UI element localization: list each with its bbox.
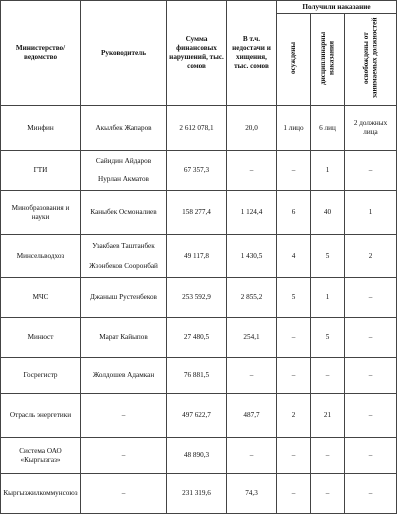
cell-convicted: 6 xyxy=(277,191,311,235)
head-name: Сайидин Айдаров xyxy=(95,156,152,165)
cell-dismissed: – xyxy=(345,438,397,474)
table-row xyxy=(1,474,397,514)
cell-dismissed: – xyxy=(345,394,397,438)
cell-convicted: – xyxy=(277,151,311,191)
cell-head xyxy=(81,318,167,358)
cell-dismissed: 2 xyxy=(345,235,397,278)
cell-shortage: 2 855,2 xyxy=(227,278,277,318)
cell-shortage: 1 430,5 xyxy=(227,235,277,278)
cell-ministry: Кыргызжилкоммунсоюз xyxy=(1,474,81,514)
header-shortage: В т.ч. недостачи и хищения, тыс. сомов xyxy=(227,1,277,106)
header-amount: Сумма финансовых нарушений, тыс. сомов xyxy=(167,1,227,106)
table-row xyxy=(1,235,397,278)
cell-amount: 67 357,3 xyxy=(167,151,227,191)
cell-shortage: 487,7 xyxy=(227,394,277,438)
cell-shortage: 1 124,4 xyxy=(227,191,277,235)
cell-ministry: Система ОАО «Кыргызгаз» xyxy=(1,438,81,474)
cell-disciplinary: 21 xyxy=(311,394,345,438)
head-name: – xyxy=(121,489,126,497)
cell-head xyxy=(81,278,167,318)
cell-head xyxy=(81,235,167,278)
head-name: Жолдошев Адамкан xyxy=(92,371,155,379)
cell-convicted: – xyxy=(277,474,311,514)
cell-disciplinary: 1 xyxy=(311,151,345,191)
header-punished: Получили наказание xyxy=(277,1,397,14)
cell-amount: 158 277,4 xyxy=(167,191,227,235)
table-row xyxy=(1,358,397,394)
cell-head xyxy=(81,438,167,474)
cell-convicted: 5 xyxy=(277,278,311,318)
cell-amount: 497 622,7 xyxy=(167,394,227,438)
table-row xyxy=(1,106,397,151)
head-name: – xyxy=(121,411,126,419)
cell-disciplinary: – xyxy=(311,358,345,394)
head-name: Марат Кайыпов xyxy=(99,333,148,341)
cell-head xyxy=(81,474,167,514)
cell-convicted: – xyxy=(277,358,311,394)
cell-disciplinary: 1 xyxy=(311,278,345,318)
cell-amount: 76 881,5 xyxy=(167,358,227,394)
cell-disciplinary: 5 xyxy=(311,235,345,278)
cell-head xyxy=(81,191,167,235)
cell-head xyxy=(81,358,167,394)
head-name: – xyxy=(121,451,126,459)
head-name: Узакбаев Таштанбек xyxy=(92,241,155,250)
table-row xyxy=(1,318,397,358)
cell-shortage: 20,0 xyxy=(227,106,277,151)
header-disciplinary: дисциплинарны наказания xyxy=(311,14,345,106)
cell-shortage: – xyxy=(227,151,277,191)
cell-ministry: Минсельводхоз xyxy=(1,235,81,278)
cell-shortage: 74,3 xyxy=(227,474,277,514)
cell-disciplinary: – xyxy=(311,474,345,514)
header-convicted: осуждены xyxy=(277,14,311,106)
cell-dismissed: – xyxy=(345,151,397,191)
head-name: Каныбек Осмоналиев xyxy=(90,208,157,216)
head-name: Жээнбеков Сооронбай xyxy=(89,261,158,270)
cell-convicted: 4 xyxy=(277,235,311,278)
cell-head xyxy=(81,151,167,191)
cell-amount: 253 592,9 xyxy=(167,278,227,318)
cell-convicted: 1 лицо xyxy=(277,106,311,151)
cell-amount: 2 612 078,1 xyxy=(167,106,227,151)
cell-ministry: Госрегистр xyxy=(1,358,81,394)
table-row xyxy=(1,278,397,318)
cell-convicted: – xyxy=(277,438,311,474)
cell-ministry: Минобразования и науки xyxy=(1,191,81,235)
cell-dismissed: – xyxy=(345,358,397,394)
table-row xyxy=(1,151,397,191)
head-name: Акылбек Жапаров xyxy=(95,123,152,132)
head-name: Нурлан Акматов xyxy=(98,175,149,184)
header-ministry: Министерство/ ведомство xyxy=(1,1,81,106)
head-name: Джаныш Рустенбеков xyxy=(90,293,157,301)
cell-ministry: МЧС xyxy=(1,278,81,318)
cell-convicted: 2 xyxy=(277,394,311,438)
header-head: Руководитель xyxy=(81,1,167,106)
cell-head xyxy=(81,106,167,151)
cell-shortage: – xyxy=(227,358,277,394)
cell-disciplinary: – xyxy=(311,438,345,474)
cell-amount: 49 117,8 xyxy=(167,235,227,278)
cell-dismissed: 2 должных лица xyxy=(345,106,397,151)
cell-ministry: Минюст xyxy=(1,318,81,358)
cell-dismissed: 1 xyxy=(345,191,397,235)
table-row xyxy=(1,394,397,438)
cell-dismissed: – xyxy=(345,474,397,514)
table-row xyxy=(1,191,397,235)
cell-convicted: – xyxy=(277,318,311,358)
header-dismissed: освобождены от занимаемых должностей xyxy=(345,14,397,106)
cell-ministry: ГТИ xyxy=(1,151,81,191)
cell-shortage: 254,1 xyxy=(227,318,277,358)
cell-amount: 231 319,6 xyxy=(167,474,227,514)
cell-amount: 27 480,5 xyxy=(167,318,227,358)
table-row xyxy=(1,438,397,474)
cell-disciplinary: 5 xyxy=(311,318,345,358)
cell-shortage: – xyxy=(227,438,277,474)
cell-ministry: Минфин xyxy=(1,106,81,151)
cell-ministry: Отрасль энергетики xyxy=(1,394,81,438)
cell-head xyxy=(81,394,167,438)
cell-disciplinary: 6 лиц xyxy=(311,106,345,151)
cell-dismissed: – xyxy=(345,278,397,318)
cell-amount: 48 890,3 xyxy=(167,438,227,474)
cell-disciplinary: 40 xyxy=(311,191,345,235)
cell-dismissed: – xyxy=(345,318,397,358)
